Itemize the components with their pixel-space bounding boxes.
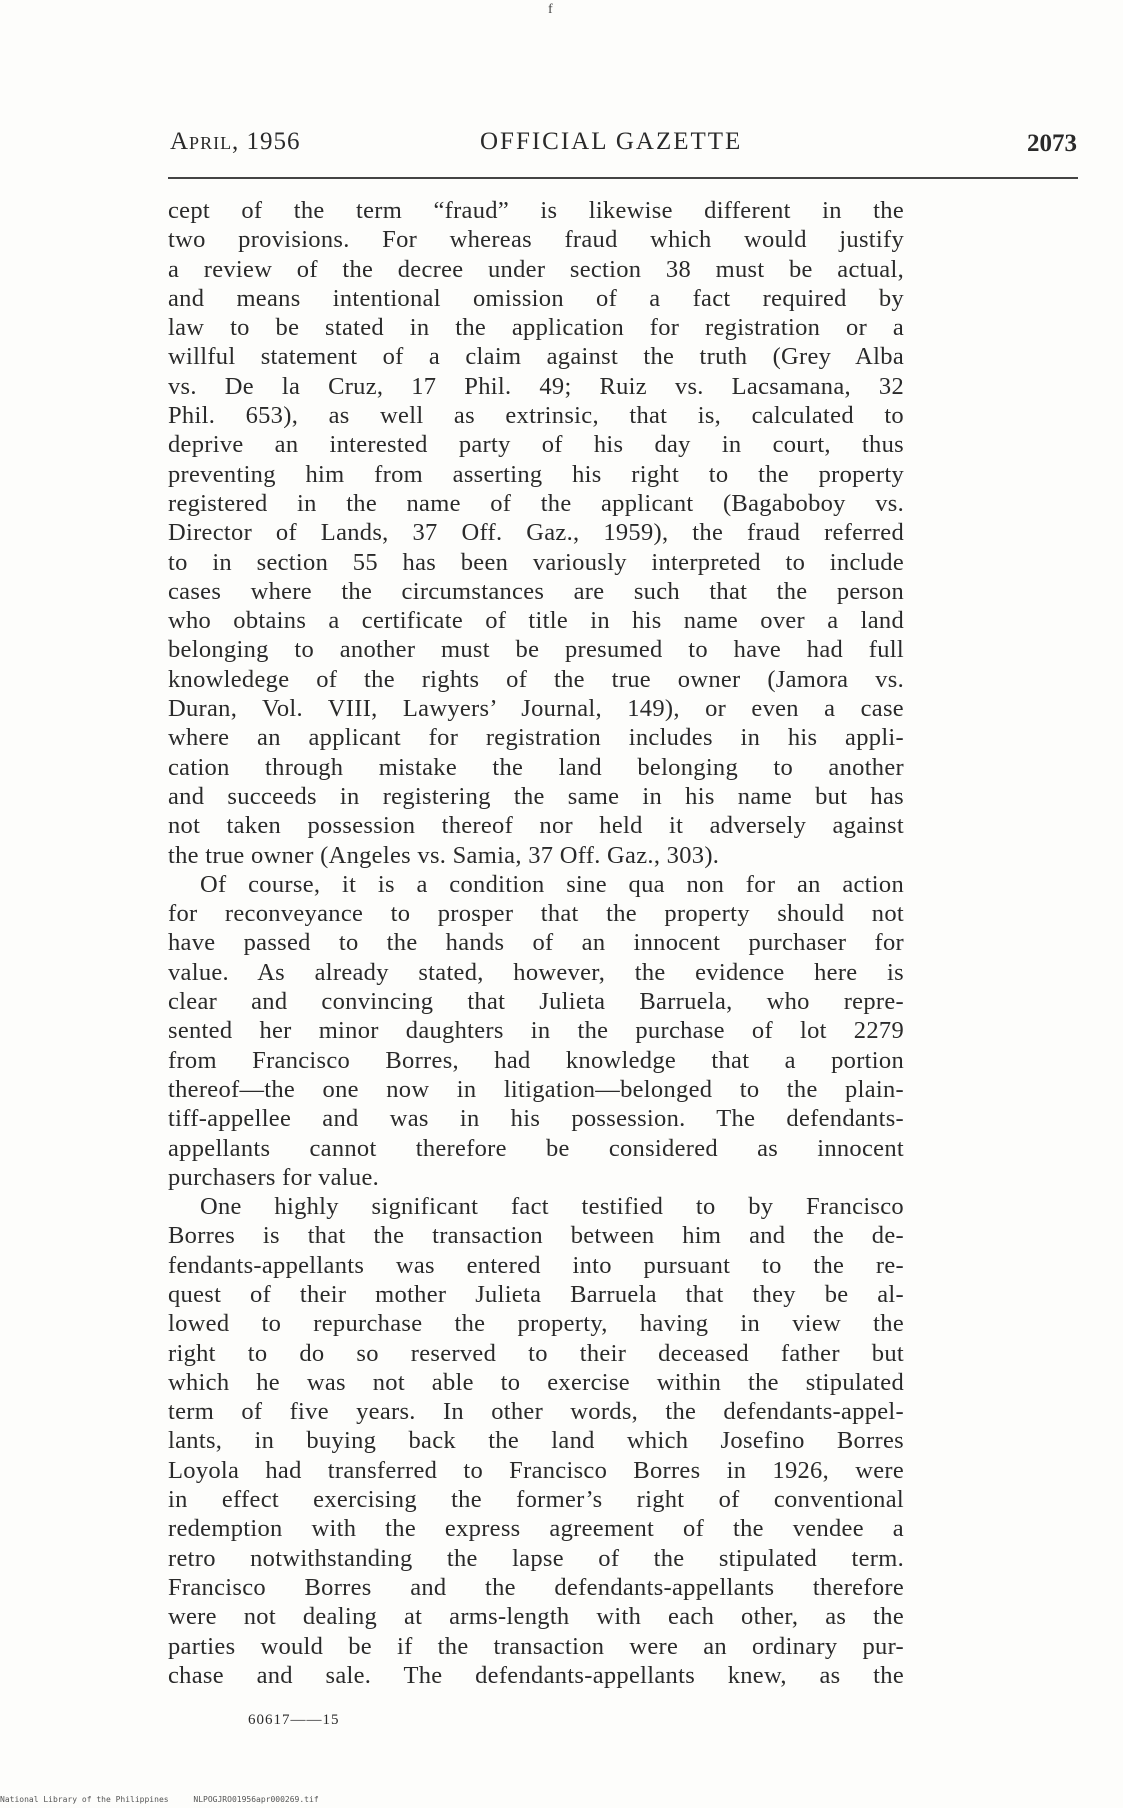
text-line: cases where the circumstances are such that the person: [168, 577, 904, 605]
text-line: two provisions. For whereas fraud which would justify: [168, 226, 904, 254]
text-line: were not dealing at arms-length with each other, as the: [168, 1603, 904, 1631]
text-line: lowed to repurchase the property, having in view the: [168, 1310, 904, 1338]
text-line: in effect exercising the former’s right of conventional: [168, 1486, 904, 1514]
text-line: Loyola had transferred to Francisco Borres in 1926, were: [168, 1456, 904, 1484]
text-line: cation through mistake the land belonging to another: [168, 753, 904, 781]
text-line: Director of Lands, 37 Off. Gaz., 1959), the fraud referred: [168, 519, 904, 547]
text-line: term of five years. In other words, the defendants-appel-: [168, 1398, 904, 1426]
text-line: preventing him from asserting his right to the property: [168, 460, 904, 488]
text-line: willful statement of a claim against the truth (Grey Alba: [168, 343, 904, 371]
text-line: Phil. 653), as well as extrinsic, that is, calculated to: [168, 402, 904, 430]
text-line: clear and convincing that Julieta Barruela, who repre-: [168, 988, 904, 1016]
text-line: Of course, it is a condition sine qua non for an action: [200, 870, 904, 898]
text-line: fendants-appellants was entered into pursuant to the re-: [168, 1251, 904, 1279]
text-line: knowledege of the rights of the true owner (Jamora vs.: [168, 665, 904, 693]
header-rule: [168, 177, 1078, 179]
text-line: parties would be if the transaction were an ordinary pur-: [168, 1632, 904, 1660]
text-line: cept of the term “fraud” is likewise different in the: [168, 197, 904, 224]
text-line: Borres is that the transaction between him and the de-: [168, 1222, 904, 1250]
text-line: value. As already stated, however, the evidence here is: [168, 958, 904, 986]
text-line: and means intentional omission of a fact required by: [168, 284, 904, 312]
text-line: thereof—the one now in litigation—belonged to the plain-: [168, 1075, 904, 1103]
text-line: not taken possession thereof nor held it adversely against: [168, 812, 904, 840]
publication-title: OFFICIAL GAZETTE: [480, 128, 743, 155]
text-line: to in section 55 has been variously interpreted to include: [168, 548, 904, 576]
text-line: chase and sale. The defendants-appellants knew, as the: [168, 1661, 904, 1689]
text-line: appellants cannot therefore be considered as innocent: [168, 1134, 904, 1162]
text-line: from Francisco Borres, had knowledge that a portion: [168, 1046, 904, 1074]
scan-credit: [0, 1795, 319, 1804]
text-line: right to do so reserved to their deceased father but: [168, 1339, 904, 1367]
text-line: who obtains a certificate of title in his name over a land: [168, 607, 904, 635]
page-header: [170, 128, 1077, 162]
text-line: sented her minor daughters in the purchase of lot 2279: [168, 1017, 904, 1045]
text-line: and succeeds in registering the same in his name but has: [168, 782, 904, 810]
text-line: belonging to another must be presumed to have had full: [168, 636, 904, 664]
text-line: Francisco Borres and the defendants-appellants therefore: [168, 1573, 904, 1601]
text-line: a review of the decree under section 38 must be actual,: [168, 255, 904, 283]
body-text: [168, 196, 904, 1690]
scan-mark: f: [548, 2, 553, 17]
text-line: purchasers for value.: [168, 1163, 380, 1191]
text-line: quest of their mother Julieta Barruela that they be al-: [168, 1280, 904, 1308]
text-line: redemption with the express agreement of the vendee a: [168, 1515, 904, 1543]
text-line: which he was not able to exercise within the stipulated: [168, 1368, 904, 1396]
text-line: One highly significant fact testified to by Francisco: [200, 1193, 904, 1221]
library-credit: National Library of the Philippines: [0, 1795, 169, 1804]
text-line: registered in the name of the applicant (Bagaboboy vs.: [168, 489, 904, 517]
page-number: 2073: [1027, 130, 1077, 157]
text-line: law to be stated in the application for registration or a: [168, 314, 904, 342]
text-line: deprive an interested party of his day in court, thus: [168, 431, 904, 459]
issue-date: April, 1956: [170, 128, 301, 155]
text-line: vs. De la Cruz, 17 Phil. 49; Ruiz vs. Lacsamana, 32: [168, 372, 904, 400]
text-line: tiff-appellee and was in his possession. The defendants-: [168, 1105, 904, 1133]
text-line: Duran, Vol. VIII, Lawyers’ Journal, 149), or even a case: [168, 695, 904, 723]
text-line: the true owner (Angeles vs. Samia, 37 Off. Gaz., 303).: [168, 841, 720, 869]
print-code: 60617——15: [248, 1712, 340, 1728]
text-line: have passed to the hands of an innocent purchaser for: [168, 929, 904, 957]
text-line: lants, in buying back the land which Josefino Borres: [168, 1427, 904, 1455]
scan-filename: NLPOGJRO01956apr000269.tif: [193, 1795, 319, 1804]
text-line: for reconveyance to prosper that the property should not: [168, 900, 904, 928]
text-line: where an applicant for registration includes in his appli-: [168, 724, 904, 752]
text-line: retro notwithstanding the lapse of the stipulated term.: [168, 1544, 904, 1572]
